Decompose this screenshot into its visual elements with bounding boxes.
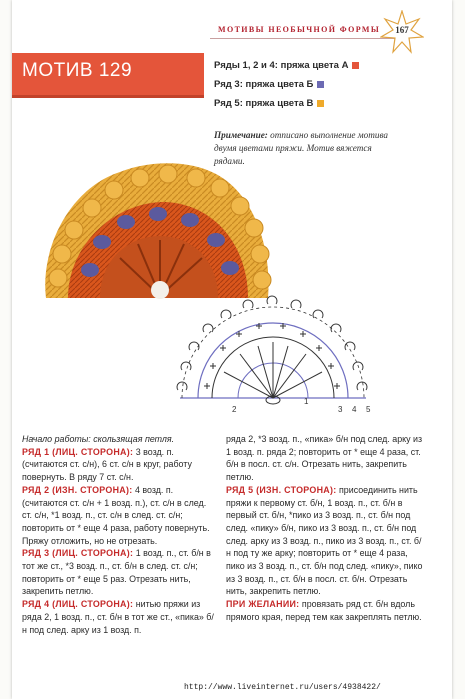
color-swatch-b [317,81,324,88]
instruction-text: Начало работы: скользящая петля. [22,434,175,444]
instruction-text: 3 возд. п. (считаются ст. с/н), 6 ст. с/н в круг, работу повернуть. В ряду 7 ст. с/н. [22,446,192,483]
instruction-optional [226,598,424,623]
motif-title: МОТИВ 129 [22,60,133,81]
legend-label: Ряды 1, 2 и 4: пряжа цвета А [214,60,349,71]
instruction-text: присоединить нить пряжи к первому ст. б/н, 1 возд. п., ст. б/н в первый ст. б/н, *пико из 3 возд. п., ст. б/н под след. «пику» б/н, пико из 3 возд. п., ст. б/н под след. арку из 3 возд. п., пико из 3 возд. п., ст. б/н под ту же арку; повторить от * еще 4 раза, пико из 3 возд. п., ст. б/н под след. «пику», пико из 3 возд. п., ст. б/н в посл. ст. б/н. Отрезать нить, закрепить петлю. [226,484,423,597]
source-url-watermark: http://www.liveinternet.ru/users/4938422/ [184,683,381,692]
instruction-text: ряда 2, *3 возд. п., «пика» б/н под след. арку из 1 возд. п. ряда 2; повторить от * еще 4 раза, ст. б/н в посл. ст. с/н. Отрезать нить, закрепить петлю. [226,434,423,483]
diagram-label-1: 1 [304,397,309,406]
instruction-start [22,433,218,446]
row-label: РЯД 5 (ИЗН. СТОРОНА): [226,484,337,495]
crochet-chart-diagram [168,290,378,416]
instruction-text: провязать ряд ст. б/н вдоль прямого края, перед тем как закреплять петлю. [226,599,422,622]
page-number: 167 [395,25,409,35]
legend-label: Ряд 5: пряжа цвета В [214,98,314,109]
legend-label: Ряд 3: пряжа цвета Б [214,79,314,90]
row-label: РЯД 2 (ИЗН. СТОРОНА): [22,484,133,495]
note-lead: Примечание: [214,130,268,140]
instruction-continued [226,433,424,484]
header-rule [210,38,400,39]
row-label: РЯД 3 (ЛИЦ. СТОРОНА): [22,548,134,559]
row-label: РЯД 1 (ЛИЦ. СТОРОНА): [22,446,134,457]
color-swatch-c [317,100,324,107]
instruction-row-1 [22,446,218,484]
legend-row-1 [214,60,359,71]
row-label: РЯД 4 (ЛИЦ. СТОРОНА): [22,599,134,610]
section-title: МОТИВЫ НЕОБЫЧНОЙ ФОРМЫ [218,25,381,34]
instruction-row-3 [22,547,218,598]
instructions-left-column [22,433,218,636]
motif-banner-shadow [12,95,204,98]
instruction-text: нитью пряжи из ряда 2, 1 возд. п., ст. б/н в тот же ст., «пика» б/н под след. арку из 1 возд. п. [22,599,214,635]
instructions-right-column [226,433,424,624]
diagram-label-2: 2 [232,405,237,414]
instruction-text: 4 возд. п. (считаются ст. с/н + 1 возд. п.), ст. с/н в след. ст. с/н, *1 возд. п., ст. с/н в след. ст. с/н; повторить от * еще 4 раза, работу повернуть. Пряжу отложить, но не отрезать. [22,484,210,546]
legend-row-2 [214,79,324,90]
diagram-label-5: 5 [366,405,371,414]
color-swatch-a [352,62,359,69]
row-label: ПРИ ЖЕЛАНИИ: [226,599,300,610]
instruction-row-4 [22,598,218,636]
instruction-text: 1 возд. п., ст. б/н в тот же ст., *3 возд. п., ст. б/н в след. ст. с/н; повторить от * еще 5 раз. Отрезать нить, закрепить петлю. [22,548,211,597]
instruction-row-2 [22,484,218,548]
crochet-motif-photo [40,158,272,304]
legend-row-3 [214,98,324,109]
instruction-row-5 [226,484,424,598]
diagram-label-3: 3 [338,405,343,414]
diagram-label-4: 4 [352,405,357,414]
note-text: отписано выполнение мотива двумя цветами пряжи. Мотив вяжется рядами. [214,130,389,166]
